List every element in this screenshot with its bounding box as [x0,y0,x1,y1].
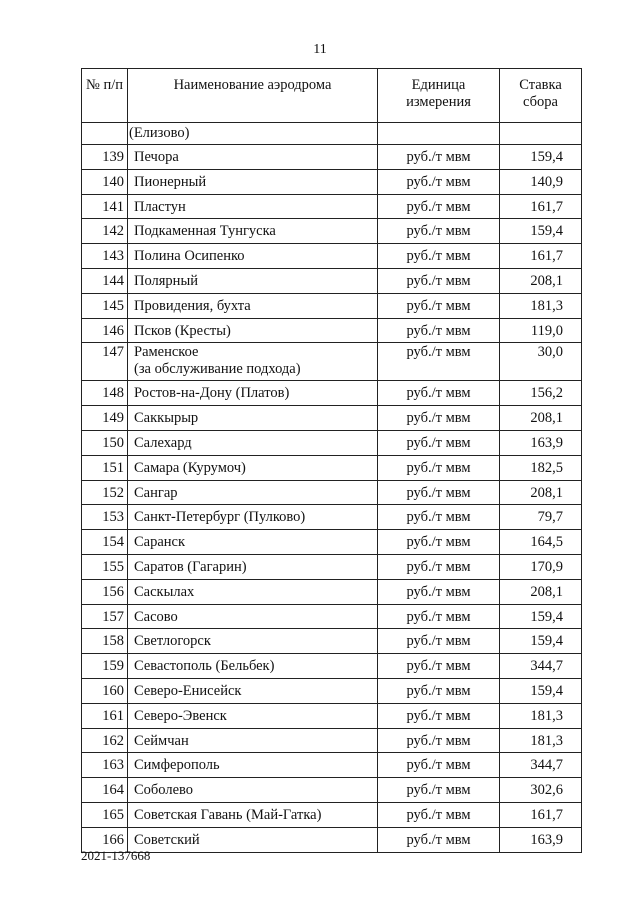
table-row [82,244,582,269]
row-number: 155 [82,554,128,579]
fee-rate: 208,1 [500,268,582,293]
header-unit [378,69,500,123]
aerodrome-name-line: Северо-Енисейск [134,682,242,699]
table-row [82,703,582,728]
fee-rate: 181,3 [500,703,582,728]
unit-of-measure: руб./т мвм [378,579,500,604]
aerodrome-name-line: Симферополь [134,757,220,774]
table-row [82,169,582,194]
unit-of-measure: руб./т мвм [378,703,500,728]
row-number: 145 [82,293,128,318]
unit-of-measure: руб./т мвм [378,480,500,505]
aerodrome-name-line: Советский [134,831,200,848]
aerodrome-name-line: Северо-Эвенск [134,707,227,724]
document-code: 2021-137668 [81,848,151,863]
unit-of-measure: руб./т мвм [378,505,500,530]
fee-rate: 119,0 [500,318,582,343]
row-number: 150 [82,430,128,455]
row-number: 153 [82,505,128,530]
row-number: 149 [82,406,128,431]
aerodrome-name-line: Псков (Кресты) [134,322,231,339]
aerodrome-name-line: Печора [134,149,179,165]
table-row [82,194,582,219]
row-number: 163 [82,753,128,778]
aerodrome-name [128,604,378,629]
fee-rate: 156,2 [500,381,582,406]
aerodrome-name [128,343,378,381]
row-number: 143 [82,244,128,269]
aerodrome-name-line: Салехард [134,434,192,451]
aerodrome-name-line: Сангар [134,484,178,501]
table-row [82,728,582,753]
unit-of-measure: руб./т мвм [378,629,500,654]
fee-rate: 344,7 [500,654,582,679]
aerodrome-name-line: Ростов-на-Дону (Платов) [134,385,290,402]
table-row [82,381,582,406]
aerodrome-name-line: Соболево [134,782,194,799]
aerodrome-name [128,194,378,219]
unit-of-measure: руб./т мвм [378,318,500,343]
table-row [82,827,582,852]
table-row [82,318,582,343]
row-number: 151 [82,455,128,480]
table-row [82,802,582,827]
continuation-num-cell [82,123,128,145]
fee-rate: 344,7 [500,753,582,778]
fee-rate: 181,3 [500,293,582,318]
aerodrome-name-line: Сеймчан [134,732,189,749]
table-row [82,778,582,803]
aerodrome-name [128,728,378,753]
row-number: 156 [82,579,128,604]
table-row [82,145,582,170]
table-row [82,219,582,244]
unit-of-measure: руб./т мвм [378,678,500,703]
page-number: 11 [313,42,327,57]
aerodrome-name-line: Светлогорск [134,633,211,650]
row-number: 140 [82,169,128,194]
aerodrome-name [128,145,378,170]
row-number: 161 [82,703,128,728]
fee-rate: 161,7 [500,244,582,269]
aerodrome-name-line: Санкт-Петербург (Пулково) [134,509,306,526]
table-row [82,678,582,703]
unit-of-measure: руб./т мвм [378,753,500,778]
aerodrome-name-line: Сасово [134,608,178,625]
unit-of-measure: руб./т мвм [378,802,500,827]
row-number: 159 [82,654,128,679]
aerodrome-name-line: Провидения, бухта [134,297,251,314]
aerodrome-name [128,381,378,406]
fee-rate: 159,4 [500,678,582,703]
table-row [82,430,582,455]
fee-rate: 163,9 [500,430,582,455]
aerodrome-name-line: Полярный [134,272,198,289]
unit-of-measure: руб./т мвм [378,343,500,381]
aerodrome-name [128,293,378,318]
table-row [82,654,582,679]
aerodrome-name [128,169,378,194]
row-number: 142 [82,219,128,244]
table-row [82,753,582,778]
aerodrome-name [128,219,378,244]
header-rate-line2: сбора [523,94,558,110]
row-number: 157 [82,604,128,629]
aerodrome-name [128,244,378,269]
aerodrome-name [128,703,378,728]
aerodrome-name [128,505,378,530]
aerodrome-name-note: (за обслуживание подхода) [134,361,301,378]
aerodrome-name-line: Раменское [134,344,199,361]
fee-rate: 161,7 [500,802,582,827]
fee-rate: 159,4 [500,219,582,244]
fee-rate: 159,4 [500,629,582,654]
header-rate [500,69,582,123]
fee-rate: 140,9 [500,169,582,194]
fee-rate: 159,4 [500,145,582,170]
fee-rate: 208,1 [500,480,582,505]
unit-of-measure: руб./т мвм [378,455,500,480]
unit-of-measure: руб./т мвм [378,381,500,406]
header-name: Наименование аэродрома [128,69,378,123]
row-number: 154 [82,530,128,555]
aerodrome-name [128,778,378,803]
unit-of-measure: руб./т мвм [378,169,500,194]
unit-of-measure: руб./т мвм [378,219,500,244]
continuation-unit-cell [378,123,500,145]
row-number: 141 [82,194,128,219]
aerodrome-name [128,579,378,604]
table-row [82,406,582,431]
aerodrome-name [128,678,378,703]
aerodrome-name [128,406,378,431]
table-row [82,505,582,530]
fee-rate: 163,9 [500,827,582,852]
header-unit-line2: измерения [406,94,471,110]
aerodrome-name-line: Саратов (Гагарин) [134,558,247,575]
aerodrome-name [128,480,378,505]
row-number: 148 [82,381,128,406]
unit-of-measure: руб./т мвм [378,827,500,852]
unit-of-measure: руб./т мвм [378,778,500,803]
unit-of-measure: руб./т мвм [378,604,500,629]
unit-of-measure: руб./т мвм [378,654,500,679]
table-row [82,343,582,381]
aerodrome-name [128,455,378,480]
aerodrome-name-line: Севастополь (Бельбек) [134,658,275,675]
row-number: 158 [82,629,128,654]
aerodrome-rates-table [81,68,582,853]
aerodrome-name-line: Саккырыр [134,410,199,427]
unit-of-measure: руб./т мвм [378,293,500,318]
unit-of-measure: руб./т мвм [378,728,500,753]
table-row [82,530,582,555]
row-number: 147 [82,343,128,381]
row-number: 165 [82,802,128,827]
aerodrome-name-line: Пластун [134,198,186,215]
table-row [82,455,582,480]
row-number: 160 [82,678,128,703]
fee-rate: 170,9 [500,554,582,579]
continuation-name: (Елизово) [128,123,378,145]
fee-rate: 30,0 [500,343,582,381]
fee-rate: 159,4 [500,604,582,629]
table-header-row [82,69,582,123]
unit-of-measure: руб./т мвм [378,530,500,555]
aerodrome-name [128,318,378,343]
row-number: 139 [82,145,128,170]
aerodrome-name-line: Пионерный [134,173,207,190]
fee-rate: 164,5 [500,530,582,555]
aerodrome-name [128,753,378,778]
fee-rate: 208,1 [500,406,582,431]
unit-of-measure: руб./т мвм [378,268,500,293]
aerodrome-name [128,802,378,827]
aerodrome-name-line: Саскылах [134,583,195,600]
unit-of-measure: руб./т мвм [378,430,500,455]
table-row [82,554,582,579]
row-number: 146 [82,318,128,343]
unit-of-measure: руб./т мвм [378,406,500,431]
unit-of-measure: руб./т мвм [378,554,500,579]
unit-of-measure: руб./т мвм [378,194,500,219]
table-row [82,293,582,318]
aerodrome-name [128,629,378,654]
aerodrome-name-line: Советская Гавань (Май-Гатка) [134,806,322,823]
table-body [82,69,582,853]
table-row [82,629,582,654]
aerodrome-name [128,554,378,579]
aerodrome-name [128,530,378,555]
continuation-row [82,123,582,145]
aerodrome-name-line: Подкаменная Тунгуска [134,223,276,240]
table-row [82,604,582,629]
aerodrome-name [128,268,378,293]
unit-of-measure: руб./т мвм [378,244,500,269]
table-row [82,480,582,505]
aerodrome-name [128,654,378,679]
aerodrome-name-line: Полина Осипенко [134,248,245,265]
aerodrome-name-line: Саранск [134,534,186,551]
fee-rate: 181,3 [500,728,582,753]
aerodrome-name [128,430,378,455]
header-num: № п/п [82,69,128,123]
row-number: 164 [82,778,128,803]
row-number: 162 [82,728,128,753]
fee-rate: 79,7 [500,505,582,530]
aerodrome-name [128,827,378,852]
fee-rate: 208,1 [500,579,582,604]
fee-rate: 161,7 [500,194,582,219]
row-number: 144 [82,268,128,293]
unit-of-measure: руб./т мвм [378,145,500,170]
table-row [82,579,582,604]
fee-rate: 182,5 [500,455,582,480]
aerodrome-name-line: Самара (Курумоч) [134,459,246,476]
row-number: 152 [82,480,128,505]
continuation-rate-cell [500,123,582,145]
fee-rate: 302,6 [500,778,582,803]
table-row [82,268,582,293]
header-unit-line1: Единица [411,77,466,93]
row-number: 166 [82,827,128,852]
header-rate-line1: Ставка [519,77,562,93]
